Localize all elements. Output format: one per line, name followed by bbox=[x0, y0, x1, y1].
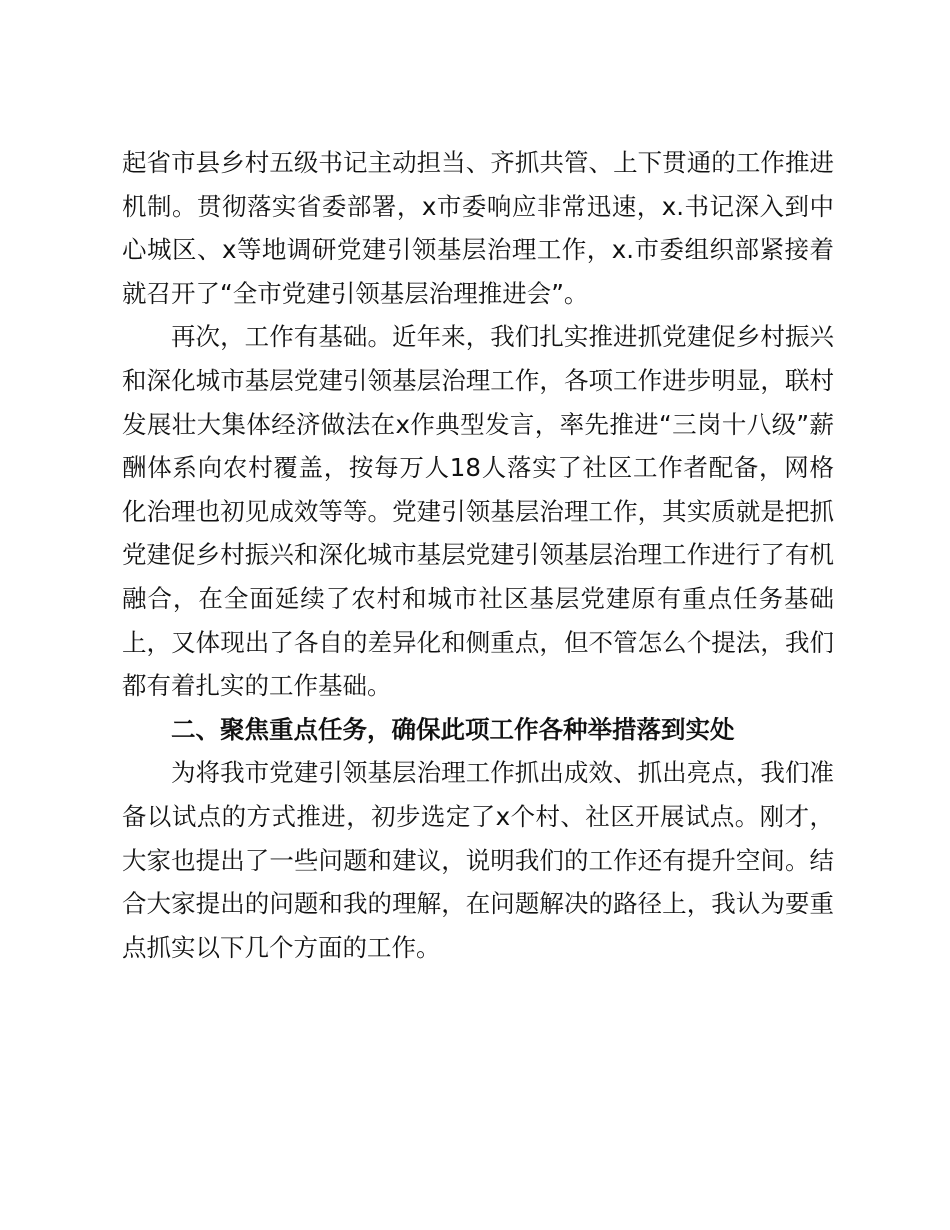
paragraph-pilot: 为将我市党建引领基层治理工作抓出成效、抓出亮点，我们准备以试点的方式推进，初步选定了x个村、社区开展试点。刚才，大家也提出了一些问题和建议，说明我们的工作还有提升空间。结合大家提出的问题和我的理解，在问题解决的路径上，我认为要重点抓实以下几个方面的工作。 bbox=[122, 758, 834, 962]
paragraph-foundation: 再次，工作有基础。近年来，我们扎实推进抓党建促乡村振兴和深化城市基层党建引领基层治理工作，各项工作进步明显，联村发展壮大集体经济做法在x作典型发言，率先推进“三岗十八级”薪酬体系向农村覆盖，按每万人18人落实了社区工作者配备，网格化治理也初见成效等等。党建引领基层治理工作，其实质就是把抓党建促乡村振兴和深化城市基层党建引领基层治理工作进行了有机融合，在全面延续了农村和城市社区基层党建原有重点任务基础上，又体现出了各自的差异化和侧重点，但不管怎么个提法，我们都有着扎实的工作基础。 bbox=[122, 322, 834, 701]
section-heading: 二、聚焦重点任务，确保此项工作各种举措落到实处 bbox=[171, 714, 735, 744]
paragraph-continuation: 起省市县乡村五级书记主动担当、齐抓共管、上下贯通的工作推进机制。贯彻落实省委部署，x市委响应非常迅速，x.书记深入到中心城区、x等地调研党建引领基层治理工作，x.市委组织部紧接着就召开了“全市党建引领基层治理推进会”。 bbox=[122, 148, 834, 308]
document-body bbox=[122, 141, 834, 969]
